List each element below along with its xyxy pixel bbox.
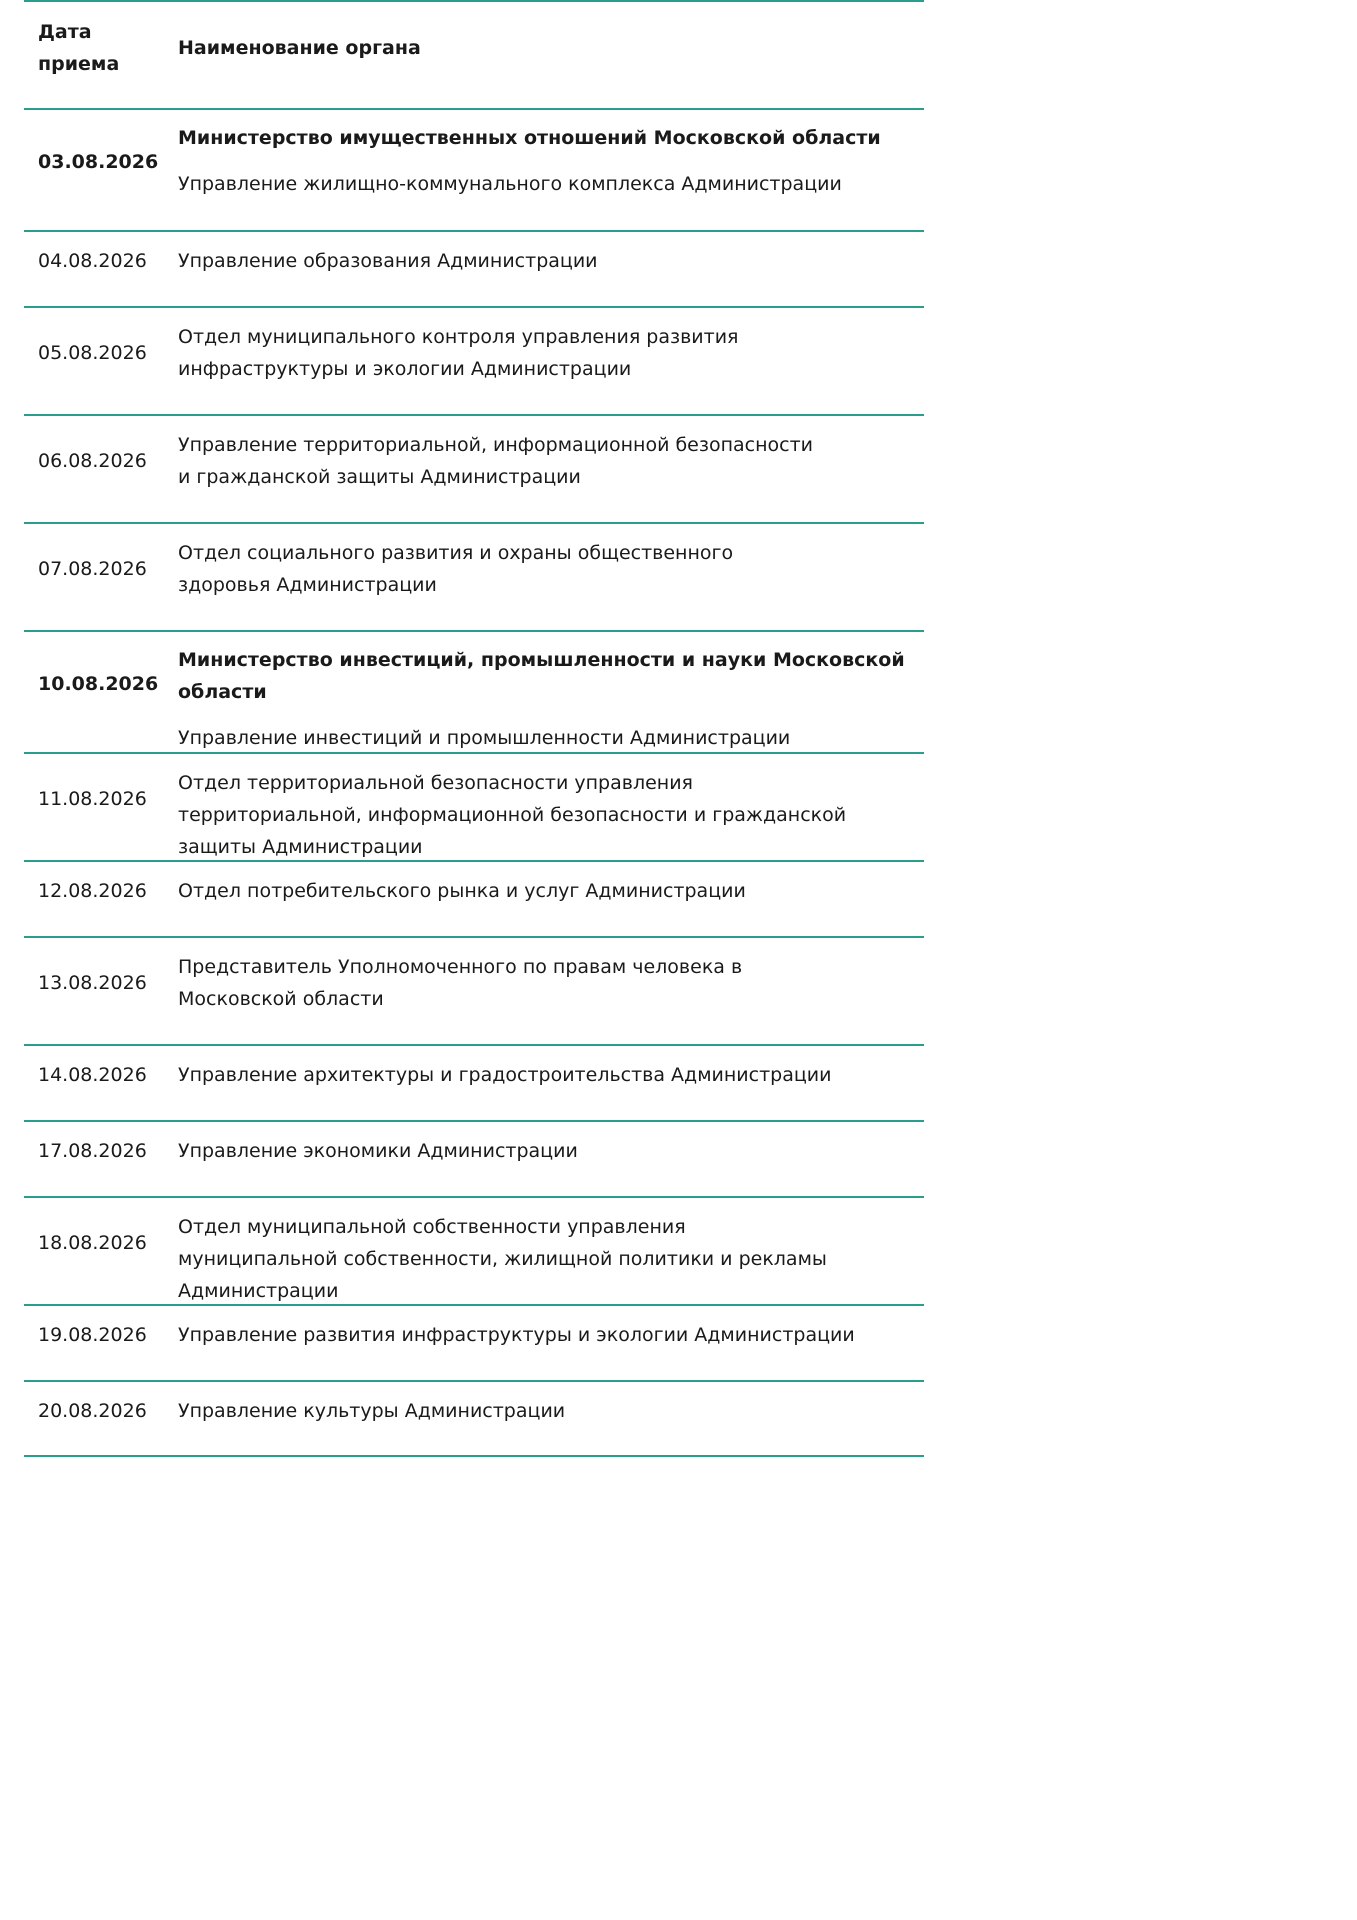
row-org: Отдел территориальной безопасности управления территориальной, информационной безопасности и гражданской защиты Администрации <box>178 772 847 858</box>
row-date: 03.08.2026 <box>38 151 159 173</box>
table-row <box>24 1044 924 1120</box>
table-row <box>24 752 924 860</box>
row-date: 07.08.2026 <box>38 558 147 580</box>
row-org: Отдел потребительского рынка и услуг Администрации <box>178 880 746 902</box>
row-date: 10.08.2026 <box>38 673 159 695</box>
row-date: 06.08.2026 <box>38 450 147 472</box>
row-date: 14.08.2026 <box>38 1064 147 1086</box>
row-date: 18.08.2026 <box>38 1232 147 1254</box>
row-org: Управление территориальной, информационной безопасности и гражданской защиты Администрации <box>178 434 814 488</box>
row-org-ministry: Министерство имущественных отношений Московской области <box>178 127 881 149</box>
row-org <box>178 122 918 200</box>
table-row <box>24 630 924 752</box>
row-org-department: Управление инвестиций и промышленности Администрации <box>178 727 791 749</box>
row-date: 04.08.2026 <box>38 250 147 272</box>
table-row <box>24 414 924 522</box>
row-date: 13.08.2026 <box>38 972 147 994</box>
table-row <box>24 1380 924 1457</box>
row-org: Отдел муниципального контроля управления развития инфраструктуры и экологии Администрации <box>178 326 739 380</box>
table-row <box>24 108 924 230</box>
table-header-row <box>24 0 924 108</box>
row-org: Управление архитектуры и градостроительства Администрации <box>178 1064 832 1086</box>
row-org: Управление развития инфраструктуры и экологии Администрации <box>178 1324 855 1346</box>
table-row <box>24 1304 924 1380</box>
row-date: 12.08.2026 <box>38 880 147 902</box>
row-org: Отдел социального развития и охраны общественного здоровья Администрации <box>178 542 734 596</box>
header-date: Дата приема <box>38 21 120 75</box>
header-org: Наименование органа <box>178 37 421 59</box>
table-row <box>24 1196 924 1304</box>
row-date: 19.08.2026 <box>38 1324 147 1346</box>
row-org: Управление культуры Администрации <box>178 1400 566 1422</box>
reception-schedule-table <box>24 0 924 1457</box>
table-row <box>24 306 924 414</box>
row-date: 05.08.2026 <box>38 342 147 364</box>
row-org <box>178 644 918 754</box>
row-org: Представитель Уполномоченного по правам человека в Московской области <box>178 956 743 1010</box>
row-org-department: Управление жилищно-коммунального комплекса Администрации <box>178 173 842 195</box>
row-date: 11.08.2026 <box>38 788 147 810</box>
table-row <box>24 522 924 630</box>
row-org-ministry: Министерство инвестиций, промышленности и науки Московской области <box>178 649 905 703</box>
row-date: 20.08.2026 <box>38 1400 147 1422</box>
table-row <box>24 860 924 936</box>
row-date: 17.08.2026 <box>38 1140 147 1162</box>
table-row <box>24 1120 924 1196</box>
table-row <box>24 230 924 306</box>
row-org: Управление образования Администрации <box>178 250 598 272</box>
row-org: Отдел муниципальной собственности управления муниципальной собственности, жилищной политики и рекламы Администрации <box>178 1216 827 1302</box>
table-row <box>24 936 924 1044</box>
row-org: Управление экономики Администрации <box>178 1140 578 1162</box>
